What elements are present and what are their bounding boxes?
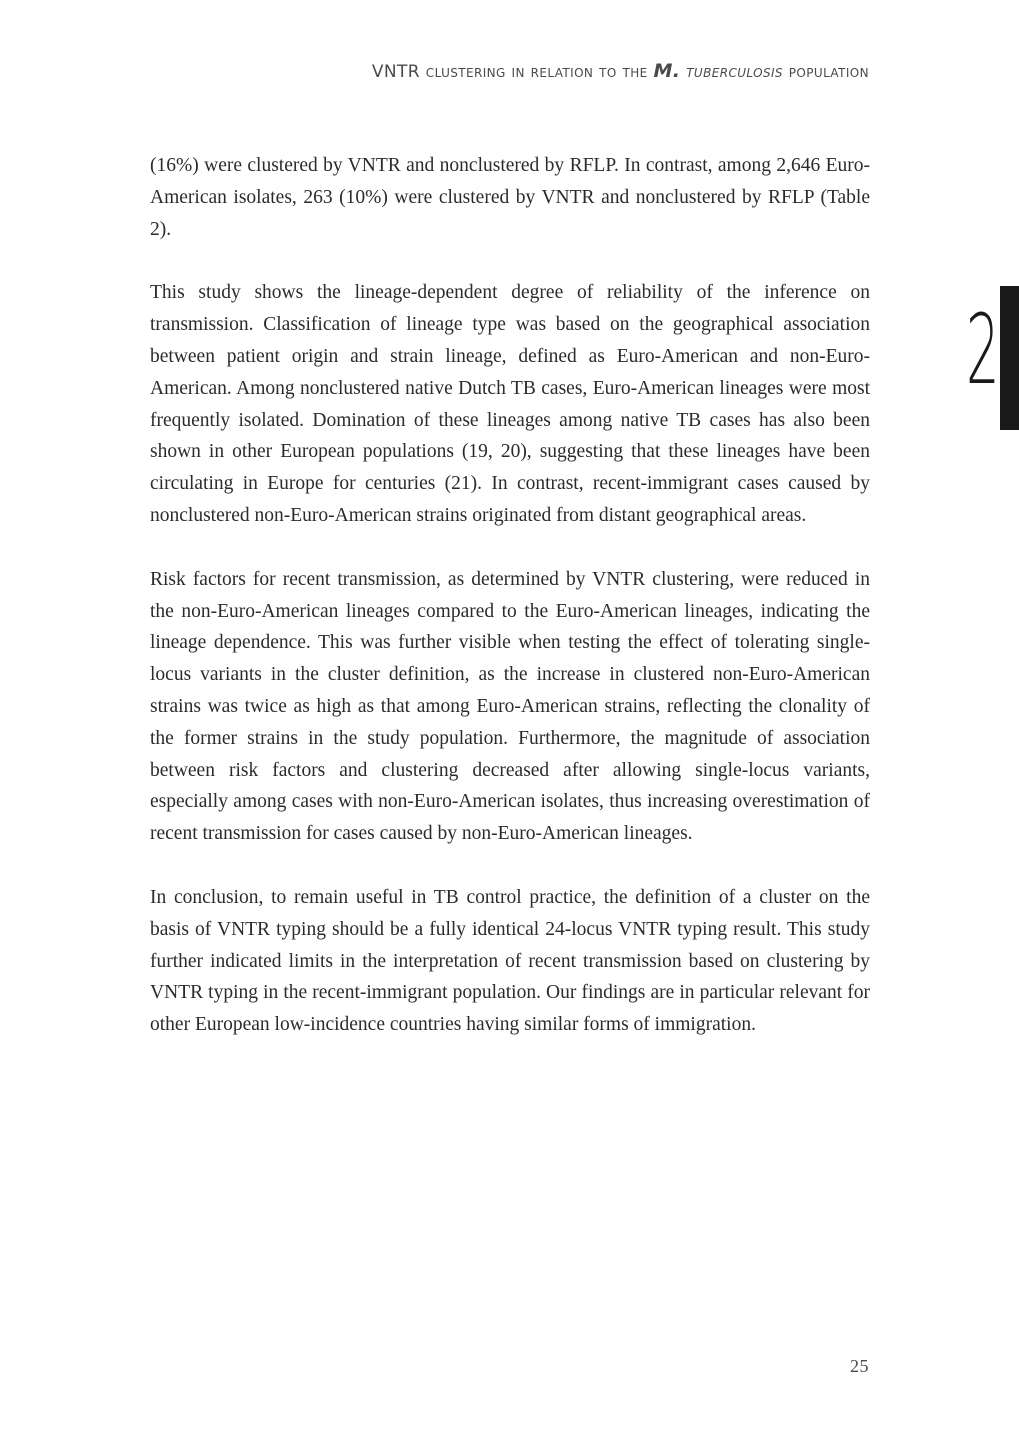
chapter-thumb-tab [1000,286,1019,430]
header-genus: M. [653,60,681,82]
header-text-1: clustering in relation to the [425,62,648,82]
body-text [150,150,870,1073]
paragraph: Risk factors for recent transmission, as determined by VNTR clustering, were reduced in the non-Euro-American lineages compared to the Euro-American lineages, indicating the lineage dependence. This was further visible when testing the effect of tolerating single-locus variants in the cluster definition, as the increase in clustered non-Euro-American strains was twice as high as that among Euro-American strains, reflecting the clonality of the former strains in the study population. Furthermore, the magnitude of association between risk factors and clustering decreased after allowing single-locus variants, especially among cases with non-Euro-American isolates, thus increasing overestimation of recent transmission for cases caused by non-Euro-American lineages. [150,568,870,845]
paragraph: This study shows the lineage-dependent degree of reliability of the inference on transmission. Classification of lineage type was based on the geographical association between patient origin and strain lineage, defined as Euro-American and non-Euro-American. Among nonclustered native Dutch TB cases, Euro-American lineages were most frequently isolated. Domination of these lineages among native TB cases has also been shown in other European populations (19, 20), suggesting that these lineages have been circulating in Europe for centuries (21). In contrast, recent-immigrant cases caused by nonclustered non-Euro-American strains originated from distant geographical areas. [150,282,870,526]
header-abbrev: VNTR [371,62,420,82]
page-number: 25 [850,1356,869,1376]
chapter-number: 2 [966,294,1000,406]
running-header [372,60,869,82]
paragraph: In conclusion, to remain useful in TB control practice, the definition of a cluster on the basis of VNTR typing should be a fully identical 24-locus VNTR typing result. This study further indicated limits in the interpretation of recent transmission based on clustering by VNTR typing in the recent-immigrant population. Our findings are in particular relevant for other European low-incidence countries having similar forms of immigration. [150,886,870,1036]
header-text-2: population [788,62,869,82]
paragraph: (16%) were clustered by VNTR and nonclustered by RFLP. In contrast, among 2,646 Euro-American isolates, 263 (10%) were clustered by VNTR and nonclustered by RFLP (Table 2). [150,155,870,240]
header-species: tuberculosis [686,62,783,82]
